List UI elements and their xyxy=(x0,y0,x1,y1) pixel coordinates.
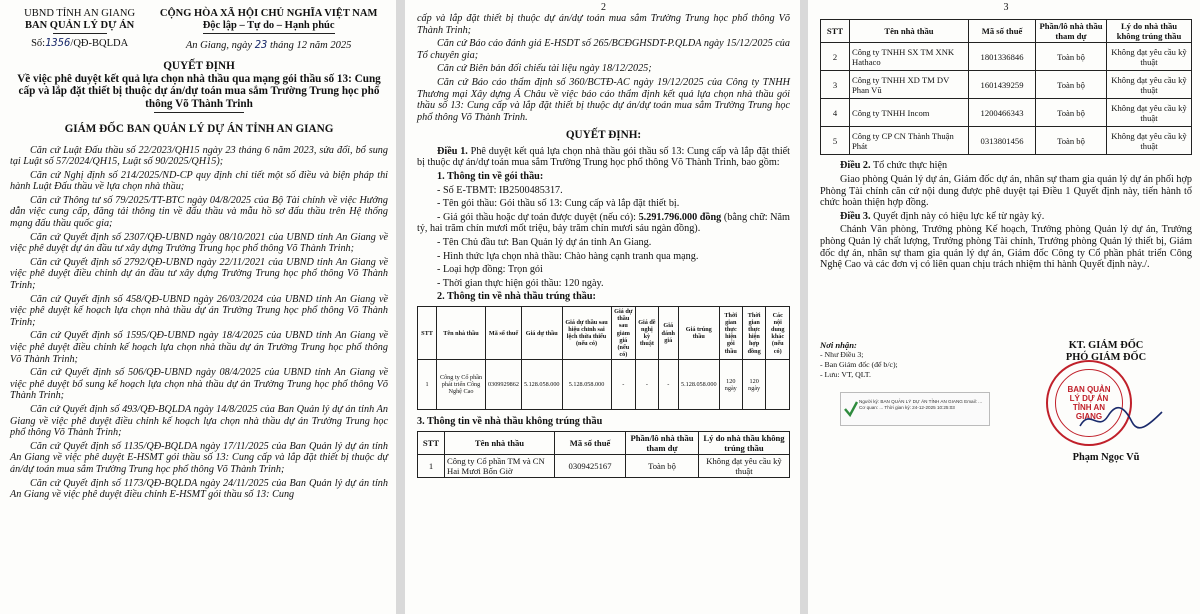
seal-text: BAN QUẢN LÝ DỰ ÁN TỈNH AN GIANG xyxy=(1067,385,1111,421)
package-info-line: - Số E-TBMT: IB2500485317. xyxy=(437,184,563,196)
date-day-handwritten: 23 xyxy=(254,39,268,51)
table-cell: Toàn bộ xyxy=(1036,71,1107,99)
legal-basis: Căn cứ Thông tư số 79/2025/TT-BTC ngày 04/8/2025 của Bộ Tài chính về việc Hướng dẫn việc cung cấp, đăng tải thông tin về đấu thầu và mẫu hồ sơ đấu thầu trên Hệ thống mạng đấu thầu quốc gia; xyxy=(10,194,388,230)
package-info-line: - Loại hợp đồng: Trọn gói xyxy=(437,264,543,276)
table-row xyxy=(821,43,1192,71)
table-cell: 1601439259 xyxy=(969,71,1036,99)
legal-basis: Căn cứ Báo cáo thẩm định số 360/BCTĐ-AC ngày 19/12/2025 của Công ty TNHH Thương mại Xây dựng Á Châu về việc báo cáo thẩm định kết quả lựa chọn nhà thầu gói thầu số 13: Cung cấp và lắp đặt thiết bị thuộc dự án/dự toán mua sắm Trường Trung học phổ thông Võ Thành Trinh. xyxy=(417,76,790,123)
recipients-block xyxy=(820,340,1010,380)
legal-basis: Căn cứ Biên bản đối chiếu tài liệu ngày 18/12/2025; xyxy=(437,63,652,75)
legal-basis: Căn cứ Nghị định số 214/2025/ND-CP quy định chi tiết một số điều và biện pháp thi hành Luật Đấu thầu về lựa chọn nhà thầu; xyxy=(10,169,388,193)
digital-signature-info: Người ký: BAN QUẢN LÝ DỰ ÁN TỈNH AN GIANG Email: ... Cơ quan: ... Thời gian ký: 24-12-2025 10:25:03 xyxy=(859,399,983,410)
table-cell: Công ty TNHH Incom xyxy=(850,99,969,127)
table-cell: Công ty TNHH SX TM XNK Hathaco xyxy=(850,43,969,71)
table-cell: Công ty Cổ phần TM và CN Hai Mươi Bốn Giờ xyxy=(445,454,555,477)
article-3 xyxy=(820,211,1192,223)
table-cell: 120 ngày xyxy=(742,360,766,410)
table-cell: - xyxy=(611,360,636,410)
article-1 xyxy=(417,146,790,169)
table-cell: - xyxy=(658,360,678,410)
package-info-line: - Tên gói thầu: Gói thầu số 13: Cung cấp và lắp đặt thiết bị. xyxy=(437,198,680,210)
legal-basis: Căn cứ Quyết định số 1135/QĐ-BQLDA ngày 17/11/2025 của Ban Quản lý dự án tỉnh An Giang về việc phê duyệt E-HSMT gói thầu số 13: Cung cấp và lắp đặt thiết bị thuộc dự án/dự toán mua sắm Trường Trung học phổ thông Võ Thành Trinh; xyxy=(10,440,388,475)
legal-basis: Căn cứ Quyết định số 2307/QĐ-UBND ngày 08/10/2021 của UBND tỉnh An Giang về việc phê duyệt dự án đầu tư xây dựng Trường Trung học phổ thông Võ Thành Trinh; xyxy=(10,231,388,255)
issuing-agency xyxy=(10,8,149,52)
decision-subject: Về việc phê duyệt kết quả lựa chọn nhà thầu qua mạng gói thầu số 13: Cung cấp và lắp đặt thiết bị thuộc dự án/dự toán mua sắm Trường Trung học phổ thông Võ Thành Trinh xyxy=(17,72,381,110)
package-info-line: - Thời gian thực hiện gói thầu: 120 ngày. xyxy=(437,277,604,289)
signature-block xyxy=(1026,340,1186,364)
column-header: Mã số thuế xyxy=(555,431,626,454)
table-cell: 1 xyxy=(418,454,445,477)
table-cell: Công ty CP CN Thành Thuận Phát xyxy=(850,127,969,155)
table-cell: 1801336846 xyxy=(969,43,1036,71)
table-header-row xyxy=(418,431,790,454)
article-2-text: Giao phòng Quản lý dự án, Giám đốc dự án, nhân sự tham gia quản lý dự án phối hợp Phòng Tài chính căn cứ nội dung được phê duyệt tại Điều 1 Quyết định này, tiến hành tổ chức hoàn thiện hợp đồng. xyxy=(820,174,1192,209)
winner-table xyxy=(417,306,790,410)
column-header: Tên nhà thầu xyxy=(850,20,969,43)
table-cell xyxy=(766,360,790,410)
non-winner-table xyxy=(417,431,790,478)
table-cell: 5.128.058.000 xyxy=(678,360,719,410)
table-cell: 1200466343 xyxy=(969,99,1036,127)
page-number: 3 xyxy=(1003,2,1009,13)
article-1-text: Phê duyệt kết quả lựa chọn nhà thầu gói thầu số 13: Cung cấp và lắp đặt thiết bị thuộc dự án/dự toán mua sắm Trường Trung học phổ thông Võ Thành Trinh, bao gồm: xyxy=(417,145,791,169)
table-cell: 1 xyxy=(418,360,437,410)
column-header: Giá dự thầu sau hiệu chỉnh sai lệch thừa thiếu (nếu có) xyxy=(562,306,611,359)
table-cell: Không đạt yêu cầu kỹ thuật xyxy=(699,454,790,477)
legal-basis: Căn cứ Quyết định số 458/QĐ-UBND ngày 26/03/2024 của UBND tỉnh An Giang về việc phê duyệt kế hoạch lựa chọn nhà thầu dự án Trường Trung học phổ thông Võ Thành Trinh; xyxy=(10,293,388,328)
column-header: Giá trúng thầu xyxy=(678,306,719,359)
sign-position: PHÓ GIÁM ĐỐC xyxy=(1065,352,1147,363)
column-header: Lý do nhà thầu không trúng thầu xyxy=(699,431,790,454)
column-header: Phần/lô nhà thầu tham dự xyxy=(1036,20,1107,43)
legal-basis: Căn cứ Quyết định số 493/QĐ-BQLDA ngày 14/8/2025 của Ban Quản lý dự án tỉnh An Giang về việc phê duyệt điều chỉnh kế hoạch lựa chọn nhà thầu dự án Trường Trung học phổ thông Võ Thành Trinh; xyxy=(10,403,388,439)
table-cell: Toàn bộ xyxy=(626,454,699,477)
legal-basis: Căn cứ Quyết định số 2792/QĐ-UBND ngày 22/11/2021 của UBND tỉnh An Giang về việc phê duyệt điều chỉnh dự án đầu tư xây dựng Trường Trung học phổ thông Võ Thành Trinh; xyxy=(10,256,388,292)
sign-on-behalf: KT. GIÁM ĐỐC xyxy=(1068,340,1144,351)
column-header: Thời gian thực hiện hợp đồng xyxy=(742,306,766,359)
page1-header xyxy=(10,8,388,52)
issuing-org: BAN QUẢN LÝ DỰ ÁN xyxy=(24,20,135,31)
article-3-responsibility: Chánh Văn phòng, Trưởng phòng Kế hoạch, Trưởng phòng Quản lý dự án, Trưởng phòng Quản lý chất lượng, Trưởng phòng Tài chính, Trưởng phòng Quản lý thiết bị, Giám đốc dự án, nhân sự tham gia quản lý dự án, Giám đốc Công ty Cổ phần phát triển Công Nghệ Cao và các đơn vị có liên quan chịu trách nhiệm thi hành Quyết định này./. xyxy=(820,224,1192,271)
document-number: Số:1356/QĐ-BQLDA xyxy=(31,37,129,49)
table-cell: 0313801456 xyxy=(969,127,1036,155)
table-row xyxy=(821,71,1192,99)
table-cell: 5.128.058.000 xyxy=(521,360,562,410)
table-header-row xyxy=(821,20,1192,43)
table-cell: Công ty Cổ phần phát triển Công Nghệ Cao xyxy=(437,360,486,410)
document-page-3 xyxy=(808,0,1200,614)
table-cell: - xyxy=(636,360,659,410)
column-header: Thời gian thực hiện gói thầu xyxy=(719,306,742,359)
column-header: Giá dự thầu sau giảm giá (nếu có) xyxy=(611,306,636,359)
handwritten-signature xyxy=(1076,404,1166,434)
column-header: Phần/lô nhà thầu tham dự xyxy=(626,431,699,454)
legal-basis-continued: cấp và lắp đặt thiết bị thuộc dự án/dự toán mua sắm Trường Trung học phổ thông Võ Thành Trinh; xyxy=(417,13,790,36)
table-row xyxy=(821,127,1192,155)
document-page-2 xyxy=(405,0,800,614)
document-number-handwritten: 1356 xyxy=(45,37,71,49)
non-winner-table-continued xyxy=(820,19,1192,155)
table-cell: Công ty TNHH XD TM DV Phan Vũ xyxy=(850,71,969,99)
legal-basis: Căn cứ Luật Đấu thầu số 22/2023/QH15 ngày 23 tháng 6 năm 2023, sửa đổi, bổ sung tại Luật số 57/2024/QH15, Luật số 90/2025/QH15); xyxy=(10,144,388,168)
legal-basis: Căn cứ Quyết định số 1595/QĐ-UBND ngày 18/4/2025 của UBND tỉnh An Giang về việc phê duyệt điều chỉnh kế hoạch lựa chọn nhà thầu dự án Trường Trung học phổ thông Võ Thành Trinh; xyxy=(10,330,388,365)
section-package-info: 1. Thông tin về gói thầu: xyxy=(437,171,544,183)
section-winner: 2. Thông tin về nhà thầu trúng thầu: xyxy=(437,291,596,303)
checkmark-icon xyxy=(843,399,859,419)
motto: Độc lập – Tự do – Hạnh phúc xyxy=(202,20,335,31)
recipients-title: Nơi nhận: xyxy=(820,340,857,350)
article-2-title: Tổ chức thực hiện xyxy=(872,160,948,172)
article-2-heading xyxy=(820,160,1192,172)
recipient-line: - Ban Giám đốc (để b/c); xyxy=(820,360,898,369)
column-header: Mã số thuế xyxy=(486,306,522,359)
table-cell: 0309425167 xyxy=(555,454,626,477)
decision-title-block xyxy=(10,60,388,136)
recipient-line: - Như Điều 3; xyxy=(820,350,864,359)
table-cell: Không đạt yêu cầu kỹ thuật xyxy=(1107,127,1192,155)
signer-name: Phạm Ngọc Vũ xyxy=(1072,452,1140,463)
column-header: Mã số thuế xyxy=(969,20,1036,43)
legal-basis: Căn cứ Báo cáo đánh giá E-HSDT số 265/BCĐGHSDT-P.QLDA ngày 15/12/2025 của Tổ chuyên gia; xyxy=(417,38,790,61)
table-cell: 5 xyxy=(821,127,850,155)
column-header: STT xyxy=(418,431,445,454)
section-losers: 3. Thông tin về nhà thầu không trúng thầu xyxy=(417,416,603,428)
column-header: STT xyxy=(418,306,437,359)
column-header: Giá dự thầu xyxy=(521,306,562,359)
table-row xyxy=(821,99,1192,127)
table-cell: 4 xyxy=(821,99,850,127)
legal-bases xyxy=(10,145,388,501)
digital-signature-box xyxy=(840,392,990,426)
table-cell: 5.128.058.000 xyxy=(562,360,611,410)
document-page-1 xyxy=(0,0,396,614)
column-header: Tên nhà thầu xyxy=(445,431,555,454)
package-info-line: - Tên Chủ đầu tư: Ban Quản lý dự án tỉnh An Giang. xyxy=(437,237,652,248)
column-header: Các nội dung khác (nếu có) xyxy=(766,306,790,359)
table-row xyxy=(418,360,790,410)
package-price-value: 5.291.796.000 đồng xyxy=(638,211,722,223)
column-header: Tên nhà thầu xyxy=(437,306,486,359)
article-1-label: Điều 1. xyxy=(437,145,468,157)
column-header: Giá đánh giá xyxy=(658,306,678,359)
article-3-text: Quyết định này có hiệu lực kể từ ngày ký. xyxy=(873,210,1045,222)
article-3-label: Điều 3. xyxy=(840,210,871,222)
package-info-line: - Hình thức lựa chọn nhà thầu: Chào hàng cạnh tranh qua mạng. xyxy=(437,250,699,262)
authority-title: GIÁM ĐỐC BAN QUẢN LÝ DỰ ÁN TỈNH AN GIANG xyxy=(64,123,334,135)
column-header: Lý do nhà thầu không trúng thầu xyxy=(1107,20,1192,43)
document-type: QUYẾT ĐỊNH xyxy=(163,60,235,72)
table-cell: Toàn bộ xyxy=(1036,43,1107,71)
table-row xyxy=(418,454,790,477)
table-cell: Không đạt yêu cầu kỹ thuật xyxy=(1107,71,1192,99)
page-number: 2 xyxy=(601,2,606,13)
parent-org: UBND TỈNH AN GIANG xyxy=(24,8,136,19)
document-date: An Giang, ngày 23 tháng 12 năm 2025 xyxy=(185,39,352,51)
table-header-row xyxy=(418,306,790,359)
column-header: Giá đề nghị kỳ thuật xyxy=(636,306,659,359)
table-cell: Toàn bộ xyxy=(1036,99,1107,127)
decide-heading: QUYẾT ĐỊNH: xyxy=(565,129,642,142)
table-cell: Không đạt yêu cầu kỹ thuật xyxy=(1107,43,1192,71)
table-cell: Toàn bộ xyxy=(1036,127,1107,155)
legal-basis: Căn cứ Quyết định số 506/QĐ-UBND ngày 08/4/2025 của UBND tỉnh An Giang về việc phê duyệt bổ sung kế hoạch lựa chọn nhà thầu dự án Trường Trung học phổ thông Võ Thành Trinh; xyxy=(10,367,388,402)
table-cell: 0309929862 xyxy=(486,360,522,410)
table-cell: 120 ngày xyxy=(719,360,742,410)
column-header: STT xyxy=(821,20,850,43)
national-header xyxy=(149,8,388,52)
package-price: - Giá gói thầu hoặc dự toán được duyệt (nếu có): 5.291.796.000 đồng (bằng chữ: Năm tỷ, hai trăm chín mươi mốt triệu, bảy trăm chín mươi sáu ngàn đồng). xyxy=(417,211,790,235)
legal-basis: Căn cứ Quyết định số 1173/QĐ-BQLDA ngày 24/11/2025 của Ban Quản lý dự án tỉnh An Giang về việc phê duyệt điều chỉnh E-HSMT gói thầu số 13: Cung xyxy=(10,477,388,501)
table-cell: Không đạt yêu cầu kỹ thuật xyxy=(1107,99,1192,127)
table-cell: 3 xyxy=(821,71,850,99)
table-cell: 2 xyxy=(821,43,850,71)
recipient-line: - Lưu: VT, QLT. xyxy=(820,370,871,379)
article-2-label: Điều 2. xyxy=(840,160,871,172)
nation-title: CỘNG HÒA XÃ HỘI CHỦ NGHĨA VIỆT NAM xyxy=(159,8,378,19)
